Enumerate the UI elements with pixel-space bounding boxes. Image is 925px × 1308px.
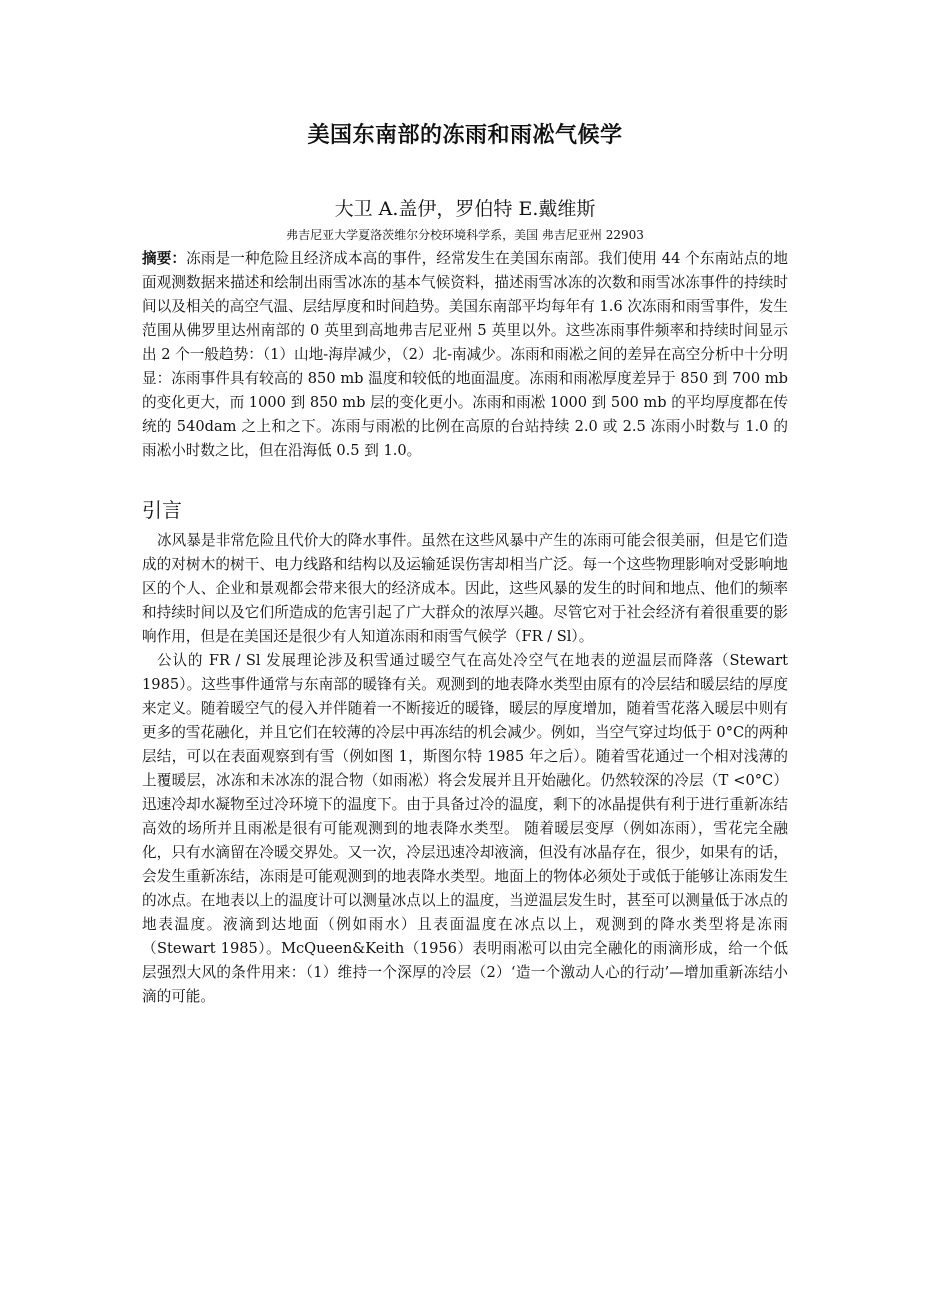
intro-paragraph-2: 公认的 FR / Sl 发展理论涉及积雪通过暖空气在高处冷空气在地表的逆温层而降落（Stewart 1985）。这些事件通常与东南部的暖锋有关。观测到的地表降水类型由原有的冷层结和暖层结的厚度来定义。随着暖空气的侵入并伴随着一不断接近的暖锋，暖层的厚度增加，随着雪花落入暖层中则有更多的雪花融化，并且它们在较薄的冷层中再冻结的机会减少。例如，当空气穿过均低于 0°C的两种层结，可以在表面观察到有雪（例如图 1，斯图尔特 1985 年之后）。随着雪花通过一个相对浅薄的上覆暖层，冰冻和未冰冻的混合物（如雨凇）将会发展并且开始融化。仍然较深的冷层（T <0°C）迅速冷却水凝物至过冷环境下的温度下。由于具备过冷的温度，剩下的冰晶提供有利于进行重新冻结高效的场所并且雨凇是很有可能观测到的地表降水类型。 随着暖层变厚（例如冻雨），雪花完全融化，只有水滴留在冷暖交界处。又一次，冷层迅速冷却液滴，但没有冰晶存在，很少，如果有的话，会发生重新冻结，冻雨是可能观测到的地表降水类型。地面上的物体必须处于或低于能够让冻雨发生的冰点。在地表以上的温度计可以测量冰点以上的温度，当逆温层发生时，甚至可以测量低于冰点的地表温度。液滴到达地面（例如雨水）且表面温度在冰点以上，观测到的降水类型将是冻雨（Stewart 1985）。McQueen&Keith（1956）表明雨凇可以由完全融化的雨滴形成，给一个低层强烈大风的条件用来：（1）维持一个深厚的冷层（2）‘造一个激动人心的行动’—增加重新冻结小滴的可能。: [142, 652, 788, 1005]
paper-authors: 大卫 A.盖伊，罗伯特 E.戴维斯: [334, 198, 596, 220]
paper-page: [142, 118, 788, 1009]
paper-affiliation: 弗吉尼亚大学夏洛茨维尔分校环境科学系，美国 弗吉尼亚州 22903: [286, 228, 644, 242]
abstract-text: 冻雨是一种危险且经济成本高的事件，经常发生在美国东南部。我们使用 44 个东南站点的地面观测数据来描述和绘制出雨雪冰冻的基本气候资料，描述雨雪冰冻的次数和雨雪冰冻事件的持续时间以及相关的高空气温、层结厚度和时间趋势。美国东南部平均每年有 1.6 次冻雨和雨雪事件，发生范围从佛罗里达州南部的 0 英里到高地弗吉尼亚州 5 英里以外。这些冻雨事件频率和持续时间显示出 2 个一般趋势：（1）山地-海岸减少，（2）北-南减少。冻雨和雨凇之间的差异在高空分析中十分明显：冻雨事件具有较高的 850 mb 温度和较低的地面温度。冻雨和雨凇厚度差异于 850 到 700 mb 的变化更大，而 1000 到 850 mb 层的变化更小。冻雨和雨凇 1000 到 500 mb 的平均厚度都在传统的 540dam 之上和之下。冻雨与雨凇的比例在高原的台站持续 2.0 或 2.5 冻雨小时数与 1.0 的雨凇小时数之比，但在沿海低 0.5 到 1.0。: [142, 250, 788, 459]
abstract: [142, 247, 788, 463]
intro-paragraph-1: 冰风暴是非常危险且代价大的降水事件。虽然在这些风暴中产生的冻雨可能会很美丽，但是它们造成的对树木的树干、电力线路和结构以及运输延误伤害却相当广泛。每一个这些物理影响对受影响地区的个人、企业和景观都会带来很大的经济成本。因此，这些风暴的发生的时间和地点、他们的频率和持续时间以及它们所造成的危害引起了广大群众的浓厚兴趣。尽管它对于社会经济有着很重要的影响作用，但是在美国还是很少有人知道冻雨和雨雪气候学（FR / Sl）。: [142, 532, 788, 645]
section-heading-introduction: 引言: [142, 498, 182, 522]
abstract-label: 摘要：: [142, 250, 187, 267]
paper-title: 美国东南部的冻雨和雨凇气候学: [307, 123, 623, 148]
